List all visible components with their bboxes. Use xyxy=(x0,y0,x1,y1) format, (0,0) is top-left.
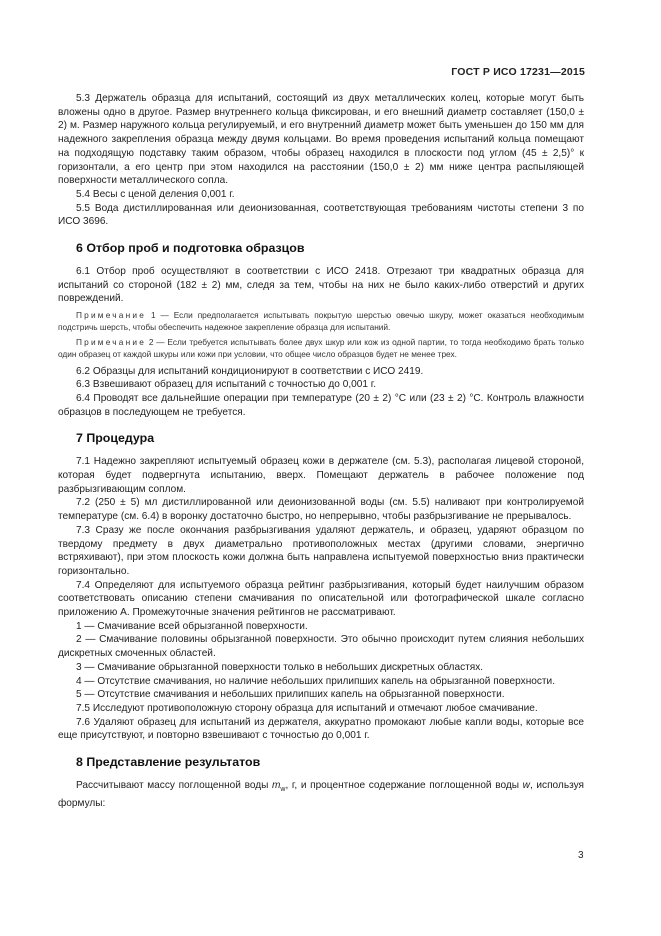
clause-6-2: 6.2 Образцы для испытаний кондиционируют в соответствии с ИСО 2419. xyxy=(76,365,424,377)
clause-8-intro: Рассчитывают массу поглощенной воды $m_w$, г, и процентное содержание поглощенной воды w, используя формулы: xyxy=(58,780,584,809)
clause-5-4: 5.4 Весы с ценой деления 0,001 г. xyxy=(76,188,235,200)
rating-4: 4 — Отсутствие смачивания, но наличие небольших прилипших капель на обрызганной поверхности. xyxy=(76,675,555,687)
clause-6-3: 6.3 Взвешивают образец для испытаний с точностью до 0,001 г. xyxy=(76,379,377,391)
clause-7-4: 7.4 Определяют для испытуемого образца рейтинг разбрызгивания, который будет наилучшим образом соответствовать описанию степени смачивания по описательной или фотографической шкале согласно приложению А. Промежуточные значения рейтингов не рассматривают. xyxy=(58,579,584,619)
note-1-label: Примечание xyxy=(76,310,147,321)
mass-symbol: m xyxy=(272,780,281,792)
clause-5-3: 5.3 Держатель образца для испытаний, состоящий из двух металлических колец, которые могут быть вложены одно в другое. Размер внутреннего кольца фиксирован, и его внешний диаметр составляет (150,0 ± 2) м. Размер наружного кольца регулируемый, и его внутренний диаметр может быть уменьшен до 150 мм для надежного закрепления образца между двумя кольцами. Во время проведения испытаний кольца помещают на подходящую подставку таким образом, чтобы образец находился в плоскости под углом (45 ± 2,5)° к горизонтали, а его центр при этом находился на расстоянии (150,0 ± 2) мм ниже центра распыляющей поверхности металлического сопла. xyxy=(58,93,584,187)
clause-7-3: 7.3 Сразу же после окончания разбрызгивания удаляют держатель, и образец, ударяют образцом по твердому предмету в двух диаметрально противоположных местах (другими словами, энергично встряхивают), при этом плоскость кожи должна быть направлена испытуемой поверхностью вниз практически горизонтально. xyxy=(58,524,584,577)
section-8-heading: 8 Представление результатов xyxy=(76,755,261,770)
page-number: 3 xyxy=(578,850,584,861)
rating-1: 1 — Смачивание всей обрызганной поверхности. xyxy=(76,620,308,632)
section-6-heading: 6 Отбор проб и подготовка образцов xyxy=(76,241,305,256)
note-2 xyxy=(58,337,584,360)
document-body xyxy=(58,92,584,811)
note-1-text: 1 — Если предполагается испытывать покрытую шерстью овечью шкуру, может оказаться необходимым подстричь шерсть, чтобы обеспечить надежное закрепление образца для испытаний. xyxy=(58,310,584,332)
clause-7-1: 7.1 Надежно закрепляют испытуемый образец кожи в держателе (см. 5.3), располагая лицевой стороной, которая будет подвергнута испытанию, вверх. Помещают держатель в рабочее положение под разбрызгивающим соплом. xyxy=(58,456,584,495)
clause-5-5: 5.5 Вода дистиллированная или деионизованная, соответствующая требованиям чистоты степени 3 по ИСО 3696. xyxy=(58,202,584,228)
note-2-label: Примечание xyxy=(76,337,147,348)
clause-7-2: 7.2 (250 ± 5) мл дистиллированной или деионизованной воды (см. 5.5) наливают при контролируемой температуре (см. 6.4) в воронку достаточно быстро, но непрерывно, чтобы разбрызгивание не прерывалось. xyxy=(58,497,584,523)
clause-6-4: 6.4 Проводят все дальнейшие операции при температуре (20 ± 2) °С или (23 ± 2) °С. Контроль влажности образцов в последующем не требуется. xyxy=(58,392,584,418)
note-1 xyxy=(58,310,584,333)
mass-subscript: w xyxy=(280,786,286,794)
percent-symbol: w xyxy=(522,780,530,792)
document-header: ГОСТ Р ИСО 17231—2015 xyxy=(451,66,585,78)
rating-5: 5 — Отсутствие смачивания и небольших прилипших капель на обрызганной поверхности. xyxy=(76,689,505,701)
rating-3: 3 — Смачивание обрызганной поверхности только в небольших дискретных областях. xyxy=(76,661,484,673)
note-2-text: 2 — Если требуется испытывать более двух шкур или кож из одной партии, то тогда необходимо брать только один образец от каждой шкуры или кожи при условии, что общее число образцов будет не менее трех. xyxy=(58,337,584,359)
clause-7-5: 7.5 Исследуют противоположную сторону образца для испытаний и отмечают любое смачивание. xyxy=(76,702,538,714)
clause-6-1: 6.1 Отбор проб осуществляют в соответствии с ИСО 2418. Отрезают три квадратных образца для испытаний со стороной (182 ± 2) мм, следя за тем, чтобы на них не было каких-либо отверстий и других повреждений. xyxy=(58,266,584,305)
section-7-heading: 7 Процедура xyxy=(76,431,155,446)
clause-7-6: 7.6 Удаляют образец для испытаний из держателя, аккуратно промокают любые капли воды, которые все еще присутствуют, и повторно взвешивают с точностью до 0,001 г. xyxy=(58,716,584,742)
rating-2: 2 — Смачивание половины обрызганной поверхности. Это обычно происходит путем слияния небольших дискретных смоченных областей. xyxy=(58,634,584,660)
